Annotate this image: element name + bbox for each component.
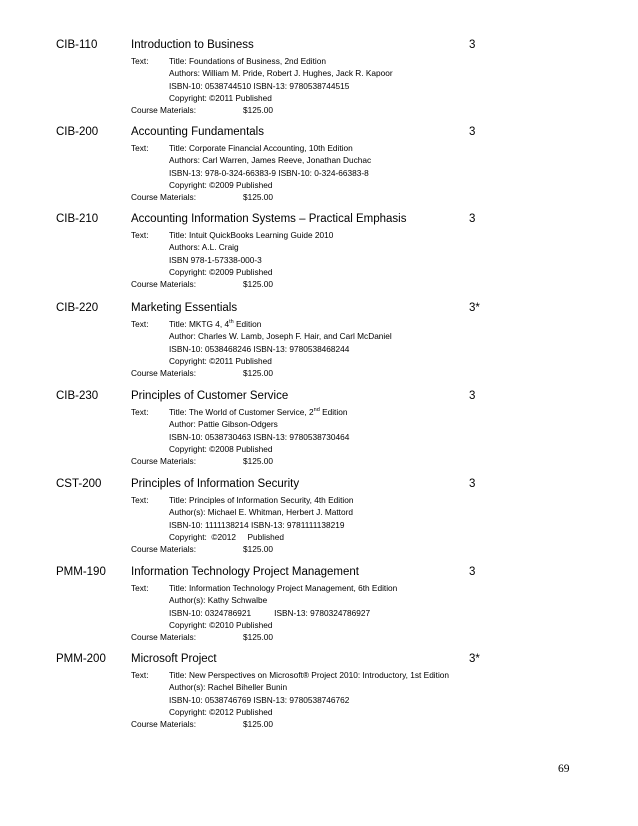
book-authors: Author: Pattie Gibson-Odgers bbox=[169, 419, 278, 430]
book-copyright: Copyright: ©2011 Published bbox=[169, 92, 272, 103]
course-materials-price: $125.00 bbox=[243, 368, 273, 379]
text-label: Text: bbox=[131, 495, 149, 505]
course-details bbox=[131, 669, 591, 730]
book-title: Title: New Perspectives on Microsoft® Project 2010: Introductory, 1st Edition bbox=[169, 670, 450, 680]
course-title: Accounting Fundamentals bbox=[131, 126, 264, 138]
course-code: CIB-110 bbox=[56, 39, 98, 51]
book-isbn: ISBN-10: 0538730463 ISBN-13: 9780538730464 bbox=[169, 431, 350, 442]
book-copyright: Copyright: ©2011 Published bbox=[169, 355, 272, 366]
course-materials-label: Course Materials: bbox=[131, 192, 197, 203]
book-copyright: Copyright: ©2012 Published bbox=[169, 706, 273, 717]
course-code: CIB-200 bbox=[56, 126, 99, 138]
book-title: Title: Information Technology Project Management, 6th Edition bbox=[169, 583, 398, 593]
course-materials-label: Course Materials: bbox=[131, 719, 197, 730]
text-label: Text: bbox=[131, 56, 149, 66]
book-authors: Author(s): Rachel Biheller Bunin bbox=[169, 682, 288, 693]
course-credits: 3 bbox=[469, 126, 476, 138]
book-authors: Authors: Carl Warren, James Reeve, Jonathan Duchac bbox=[169, 155, 372, 166]
course-materials-label: Course Materials: bbox=[131, 368, 197, 379]
course-title: Principles of Information Security bbox=[131, 478, 300, 490]
course-title: Marketing Essentials bbox=[131, 302, 238, 314]
course-details bbox=[131, 142, 591, 203]
course-materials-price: $125.00 bbox=[243, 719, 273, 730]
book-copyright: Copyright: ©2010 Published bbox=[169, 619, 273, 630]
course-materials-price: $125.00 bbox=[243, 192, 273, 203]
book-authors: Authors: William M. Pride, Robert J. Hughes, Jack R. Kapoor bbox=[169, 68, 393, 79]
book-isbn: ISBN-10: 0538746769 ISBN-13: 9780538746762 bbox=[169, 694, 350, 705]
course-title: Information Technology Project Management bbox=[131, 566, 360, 578]
book-title: Title: Intuit QuickBooks Learning Guide 2010 bbox=[169, 230, 334, 240]
book-authors: Author: Charles W. Lamb, Joseph F. Hair, and Carl McDaniel bbox=[169, 331, 392, 342]
course-materials-label: Course Materials: bbox=[131, 279, 197, 290]
course-credits: 3 bbox=[469, 566, 476, 578]
course-details bbox=[131, 229, 591, 290]
text-label: Text: bbox=[131, 230, 149, 240]
book-copyright: Copyright: ©2009 Published bbox=[169, 179, 273, 190]
course-details bbox=[131, 55, 591, 116]
book-isbn: ISBN-10: 0538744510 ISBN-13: 9780538744515 bbox=[169, 80, 350, 91]
course-title: Introduction to Business bbox=[131, 39, 254, 51]
course-code: CST-200 bbox=[56, 478, 102, 490]
course-credits: 3* bbox=[469, 302, 480, 314]
course-title: Accounting Information Systems – Practical Emphasis bbox=[131, 213, 407, 225]
book-copyright: Copyright: ©2009 Published bbox=[169, 266, 273, 277]
text-label: Text: bbox=[131, 143, 149, 153]
course-details bbox=[131, 494, 591, 555]
course-code: PMM-200 bbox=[56, 653, 106, 665]
course-code: CIB-210 bbox=[56, 213, 99, 225]
course-materials-label: Course Materials: bbox=[131, 456, 197, 467]
book-authors: Authors: A.L. Craig bbox=[169, 242, 239, 253]
course-credits: 3 bbox=[469, 213, 476, 225]
book-authors: Author(s): Kathy Schwalbe bbox=[169, 595, 268, 606]
book-isbn: ISBN-10: 0538468246 ISBN-13: 9780538468244 bbox=[169, 343, 350, 354]
course-code: CIB-230 bbox=[56, 390, 99, 402]
book-copyright: Copyright: ©2008 Published bbox=[169, 443, 273, 454]
book-title: Title: Corporate Financial Accounting, 10th Edition bbox=[169, 143, 353, 153]
text-label: Text: bbox=[131, 319, 149, 329]
book-isbn: ISBN 978-1-57338-000-3 bbox=[169, 254, 262, 265]
book-isbn: ISBN-10: 0324786921 ISBN-13: 9780324786927 bbox=[169, 607, 371, 618]
book-copyright: Copyright: ©2012 Published bbox=[169, 531, 284, 542]
book-title: Title: The World of Customer Service, 2nd Edition bbox=[169, 407, 348, 417]
course-title: Principles of Customer Service bbox=[131, 390, 289, 402]
course-credits: 3 bbox=[469, 478, 476, 490]
course-details bbox=[131, 582, 591, 643]
course-materials-price: $125.00 bbox=[243, 279, 273, 290]
course-materials-price: $125.00 bbox=[243, 105, 273, 116]
book-title: Title: MKTG 4, 4th Edition bbox=[169, 319, 262, 329]
course-code: CIB-220 bbox=[56, 302, 99, 314]
page-number: 69 bbox=[558, 763, 570, 775]
text-label: Text: bbox=[131, 583, 149, 593]
course-materials-price: $125.00 bbox=[243, 632, 273, 643]
course-credits: 3 bbox=[469, 39, 476, 51]
book-isbn: ISBN-13: 978-0-324-66383-9 ISBN-10: 0-324-66383-8 bbox=[169, 167, 369, 178]
course-materials-label: Course Materials: bbox=[131, 105, 197, 116]
book-isbn: ISBN-10: 1111138214 ISBN-13: 9781111138219 bbox=[169, 519, 345, 530]
book-authors: Author(s): Michael E. Whitman, Herbert J. Mattord bbox=[169, 507, 353, 518]
course-materials-label: Course Materials: bbox=[131, 632, 197, 643]
course-details bbox=[131, 318, 591, 379]
text-label: Text: bbox=[131, 670, 149, 680]
course-materials-price: $125.00 bbox=[243, 544, 273, 555]
course-credits: 3* bbox=[469, 653, 480, 665]
course-details bbox=[131, 406, 591, 467]
course-materials-label: Course Materials: bbox=[131, 544, 197, 555]
course-title: Microsoft Project bbox=[131, 653, 217, 665]
course-credits: 3 bbox=[469, 390, 476, 402]
book-title: Title: Foundations of Business, 2nd Edition bbox=[169, 56, 326, 66]
text-label: Text: bbox=[131, 407, 149, 417]
course-materials-price: $125.00 bbox=[243, 456, 273, 467]
course-code: PMM-190 bbox=[56, 566, 106, 578]
book-title: Title: Principles of Information Security, 4th Edition bbox=[169, 495, 354, 505]
